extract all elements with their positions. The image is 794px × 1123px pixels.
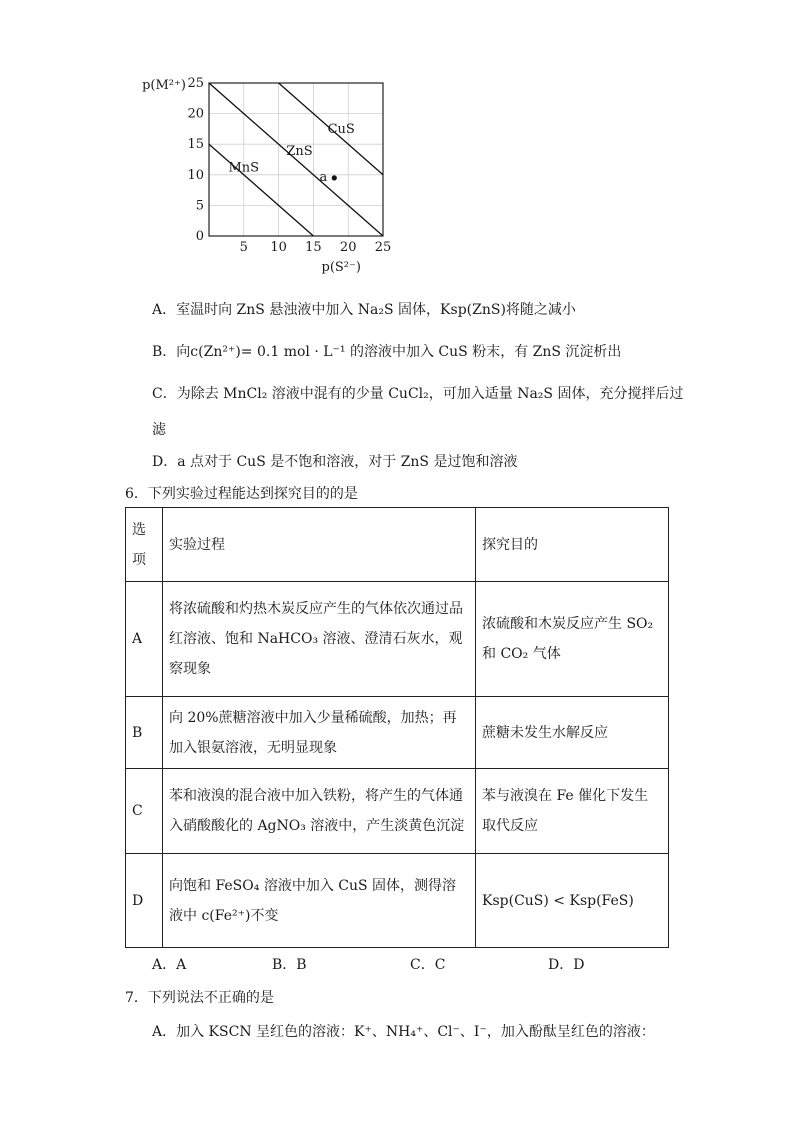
row-purpose: 苯与液溴在 Fe 催化下发生取代反应 bbox=[476, 769, 669, 854]
table-row bbox=[126, 697, 669, 769]
row-process: 向 20%蔗糖溶液中加入少量稀硫酸，加热；再加入银氨溶液，无明显现象 bbox=[163, 697, 476, 769]
row-option: D bbox=[126, 854, 163, 948]
header-purpose: 探究目的 bbox=[476, 508, 669, 582]
row-purpose: 蔗糖未发生水解反应 bbox=[476, 697, 669, 769]
series-label-zns: ZnS bbox=[286, 144, 313, 160]
y-tick-label: 20 bbox=[187, 106, 204, 122]
q5-option-c-continued: 滤 bbox=[152, 422, 166, 438]
experiment-table bbox=[125, 507, 669, 948]
table-row bbox=[126, 854, 669, 948]
q5-option-a: A．室温时向 ZnS 悬浊液中加入 Na₂S 固体，Ksp(ZnS)将随之减小 bbox=[152, 302, 576, 318]
q5-option-b: B．向c(Zn²⁺)= 0.1 mol · L⁻¹ 的溶液中加入 CuS 粉末，有 ZnS 沉淀析出 bbox=[152, 344, 622, 360]
row-purpose: Ksp(CuS) < Ksp(FeS) bbox=[476, 854, 669, 948]
q5-option-d: D．a 点对于 CuS 是不饱和溶液，对于 ZnS 是过饱和溶液 bbox=[152, 454, 518, 470]
q5-option-c: C．为除去 MnCl₂ 溶液中混有的少量 CuCl₂，可加入适量 Na₂S 固体，充分搅拌后过 bbox=[152, 386, 684, 402]
y-tick-label: 25 bbox=[187, 76, 204, 91]
table-row bbox=[126, 582, 669, 697]
row-option: B bbox=[126, 697, 163, 769]
header-process: 实验过程 bbox=[163, 508, 476, 582]
q6-title: 6．下列实验过程能达到探究目的的是 bbox=[125, 486, 358, 502]
series-line-zns bbox=[209, 83, 383, 236]
q6-choice-d[interactable]: D．D bbox=[548, 957, 585, 973]
table-row bbox=[126, 769, 669, 854]
precipitation-chart bbox=[130, 70, 400, 280]
row-process: 向饱和 FeSO₄ 溶液中加入 CuS 固体，测得溶液中 c(Fe²⁺)不变 bbox=[163, 854, 476, 948]
series-label-mns: MnS bbox=[228, 160, 260, 176]
q6-choice-c[interactable]: C．C bbox=[410, 957, 446, 973]
x-tick-label: 20 bbox=[339, 240, 357, 255]
row-process: 苯和液溴的混合液中加入铁粉，将产生的气体通入硝酸酸化的 AgNO₃ 溶液中，产生淡黄色沉淀 bbox=[163, 769, 476, 854]
row-option: A bbox=[126, 582, 163, 697]
x-axis-label: p(S²⁻) bbox=[321, 260, 361, 275]
q6-choice-a[interactable]: A．A bbox=[152, 957, 187, 973]
row-option: C bbox=[126, 769, 163, 854]
x-tick-label: 25 bbox=[374, 240, 392, 255]
point-a-label: a bbox=[319, 169, 328, 185]
q6-choice-b[interactable]: B．B bbox=[272, 957, 307, 973]
y-tick-label: 0 bbox=[195, 229, 204, 244]
header-option: 选项 bbox=[126, 508, 163, 582]
y-tick-label: 15 bbox=[187, 137, 204, 153]
x-tick-label: 15 bbox=[305, 240, 322, 255]
point-a-marker bbox=[332, 175, 337, 180]
y-tick-label: 5 bbox=[195, 198, 204, 214]
plot-area bbox=[142, 76, 391, 275]
q7-title: 7．下列说法不正确的是 bbox=[125, 990, 274, 1006]
row-process: 将浓硫酸和灼热木炭反应产生的气体依次通过品红溶液、饱和 NaHCO₃ 溶液、澄清石灰水，观察现象 bbox=[163, 582, 476, 697]
y-tick-label: 10 bbox=[187, 167, 204, 183]
row-purpose: 浓硫酸和木炭反应产生 SO₂ 和 CO₂ 气体 bbox=[476, 582, 669, 697]
table-header-row bbox=[126, 508, 669, 582]
x-tick-label: 5 bbox=[239, 240, 248, 255]
y-axis-label: p(M²⁺) bbox=[142, 78, 186, 93]
q7-option-a: A．加入 KSCN 呈红色的溶液：K⁺、NH₄⁺、Cl⁻、I⁻，加入酚酞呈红色的溶液： bbox=[152, 1024, 655, 1040]
series-label-cus: CuS bbox=[327, 122, 355, 138]
x-tick-label: 10 bbox=[270, 240, 287, 255]
